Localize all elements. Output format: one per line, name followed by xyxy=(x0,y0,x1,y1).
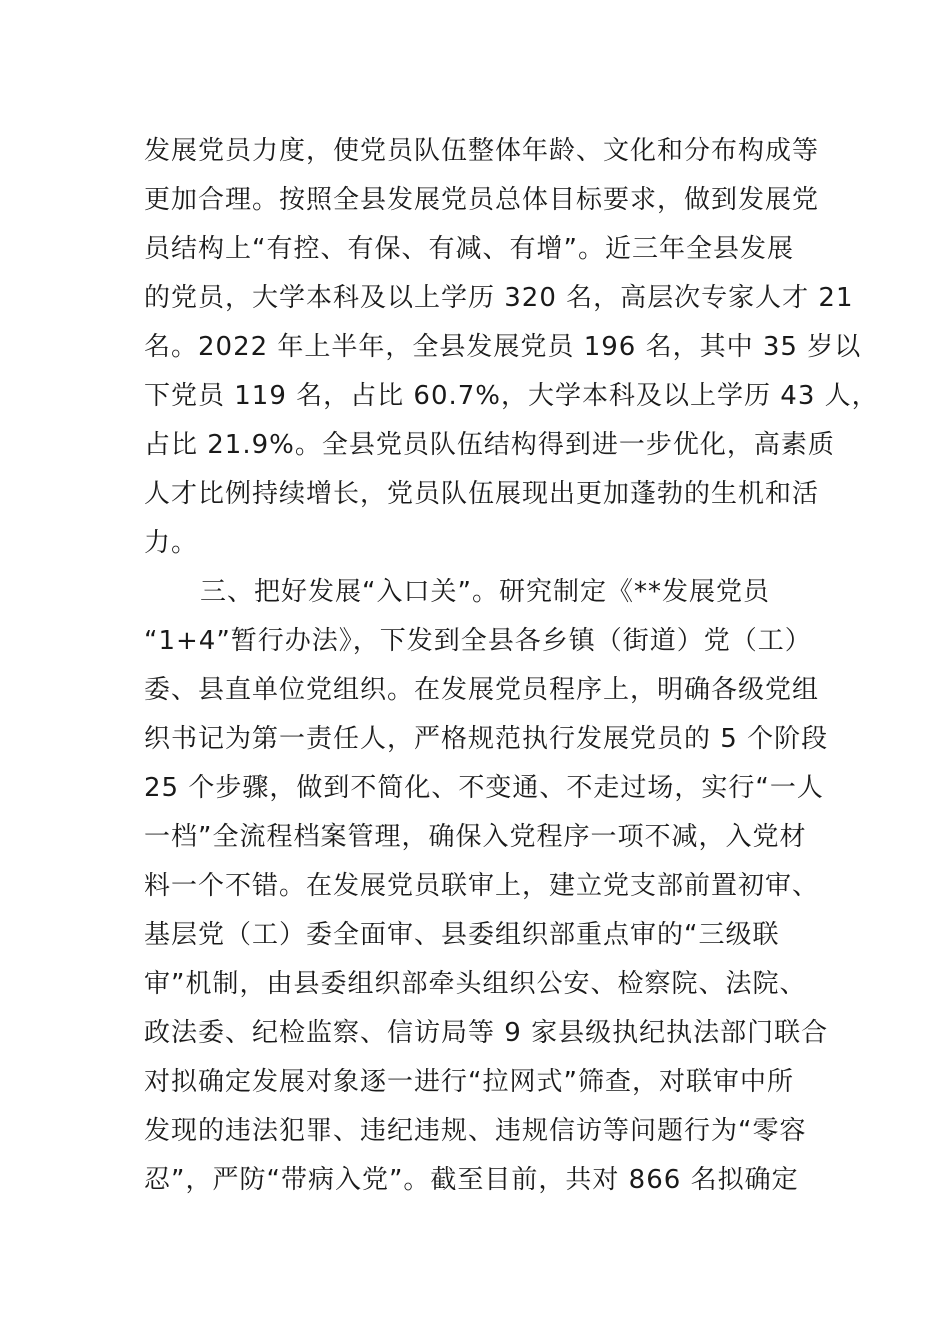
text-line: 的党员，大学本科及以上学历 320 名，高层次专家人才 21 xyxy=(144,283,854,313)
text-line: 人才比例持续增长，党员队伍展现出更加蓬勃的生机和活 xyxy=(144,479,820,509)
text-line: 名。2022 年上半年，全县发展党员 196 名，其中 35 岁以 xyxy=(144,332,862,362)
text-line: 对拟确定发展对象逐一进行“拉网式”筛查，对联审中所 xyxy=(144,1067,794,1097)
text-line: 政法委、纪检监察、信访局等 9 家县级执纪执法部门联合 xyxy=(144,1018,829,1048)
text-line: 占比 21.9%。全县党员队伍结构得到进一步优化，高素质 xyxy=(144,430,835,460)
text-line: 织书记为第一责任人，严格规范执行发展党员的 5 个阶段 xyxy=(144,724,829,754)
section-heading-line: 三、把好发展“入口关”。研究制定《**发展党员 xyxy=(200,577,770,607)
text-line: 忍”，严防“带病入党”。截至目前，共对 866 名拟确定 xyxy=(144,1165,799,1195)
text-line: 委、县直单位党组织。在发展党员程序上，明确各级党组 xyxy=(144,675,820,705)
text-line: 一档”全流程档案管理，确保入党程序一项不减，入党材 xyxy=(144,822,807,852)
body-text xyxy=(144,127,879,1205)
text-line: 下党员 119 名，占比 60.7%，大学本科及以上学历 43 人， xyxy=(144,381,879,411)
text-line: “1+4”暂行办法》，下发到全县各乡镇（街道）党（工） xyxy=(144,626,812,656)
text-line: 力。 xyxy=(144,528,199,558)
text-line: 审”机制，由县委组织部牵头组织公安、检察院、法院、 xyxy=(144,969,807,999)
text-line: 发现的违法犯罪、违纪违规、违规信访等问题行为“零容 xyxy=(144,1116,807,1146)
text-line: 员结构上“有控、有保、有减、有增”。近三年全县发展 xyxy=(144,234,794,264)
text-line: 发展党员力度，使党员队伍整体年龄、文化和分布构成等 xyxy=(144,136,820,166)
text-line: 更加合理。按照全县发展党员总体目标要求，做到发展党 xyxy=(144,185,820,215)
text-line: 25 个步骤，做到不简化、不变通、不走过场，实行“一人 xyxy=(144,773,824,803)
text-line: 料一个不错。在发展党员联审上，建立党支部前置初审、 xyxy=(144,871,820,901)
text-line: 基层党（工）委全面审、县委组织部重点审的“三级联 xyxy=(144,920,780,950)
